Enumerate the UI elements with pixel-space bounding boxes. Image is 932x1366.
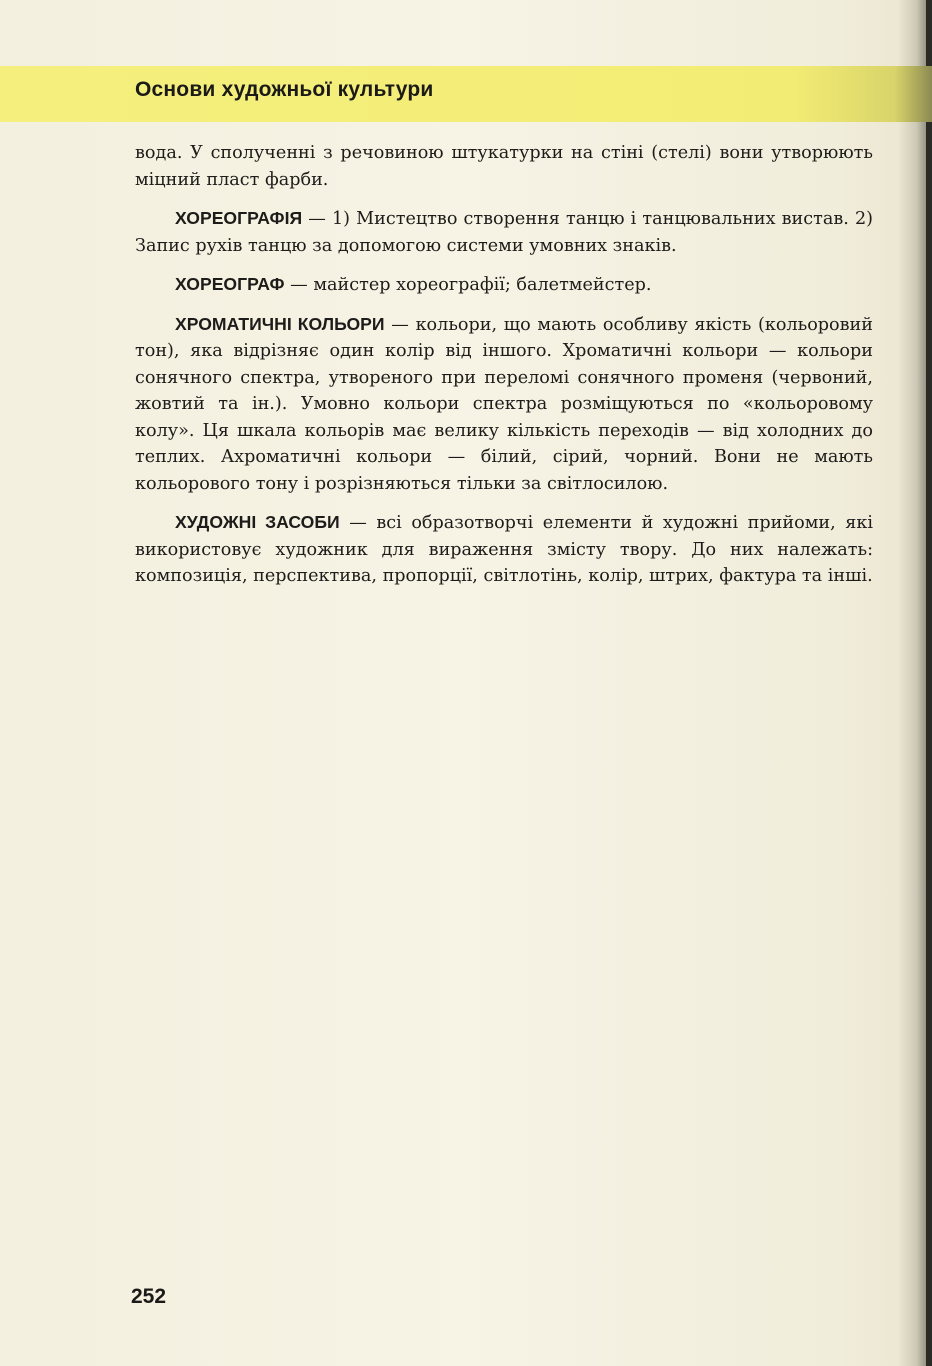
- entry-dash: —: [284, 275, 314, 295]
- entry-text: всі образотворчі елементи й художні прийоми, які використовує художник для вираження змісту твору. До них належать: композиція, перспектива, пропорції, світлотінь, колір, штрих, фактура та інші.: [135, 513, 873, 586]
- glossary-entry: [135, 205, 873, 259]
- glossary-entry-continuation: [135, 140, 873, 193]
- entry-dash: —: [302, 209, 332, 229]
- glossary-entry: [135, 311, 873, 498]
- glossary-entry: [135, 509, 873, 590]
- page-title: Основи художньої культури: [135, 78, 434, 101]
- entry-term: ХРОМАТИЧНІ КОЛЬОРИ: [175, 313, 385, 334]
- entry-text: вода. У сполученні з речовиною штукатурки на стіні (стелі) вони утворюють міцний пласт фарби.: [135, 143, 873, 190]
- entry-dash: —: [339, 513, 377, 533]
- glossary-content: [135, 140, 873, 602]
- entry-text: 1) Мистецтво створення танцю і танцювальних вистав. 2) Запис рухів танцю за допомогою системи умовних знаків.: [135, 209, 874, 256]
- entry-term: ХУДОЖНІ ЗАСОБИ: [175, 512, 340, 532]
- entry-dash: —: [384, 314, 416, 335]
- entry-term: ХОРЕОГРАФІЯ: [175, 208, 303, 228]
- spine-edge: [926, 0, 932, 1366]
- entry-term: ХОРЕОГРАФ: [175, 274, 285, 294]
- entry-text: кольори, що мають особливу якість (кольоровий тон), яка відрізняє один колір від іншого. Хроматичні кольори — кольори сонячного спектра, утвореного при переломі сонячного променя (червоний, жовтий та ін.). Умовно кольори спектра розміщуються по «кольоровому колу». Ця шкала кольорів має велику кількість переходів — від холодних до теплих. Ахроматичні кольори — білий, сірий, чорний. Вони не мають кольорового тону і розрізняються тільки за світлосилою.: [135, 314, 874, 494]
- entry-text: майстер хореографії; балетмейстер.: [313, 275, 652, 295]
- page-number: 252: [131, 1285, 167, 1308]
- glossary-entry: [135, 271, 873, 299]
